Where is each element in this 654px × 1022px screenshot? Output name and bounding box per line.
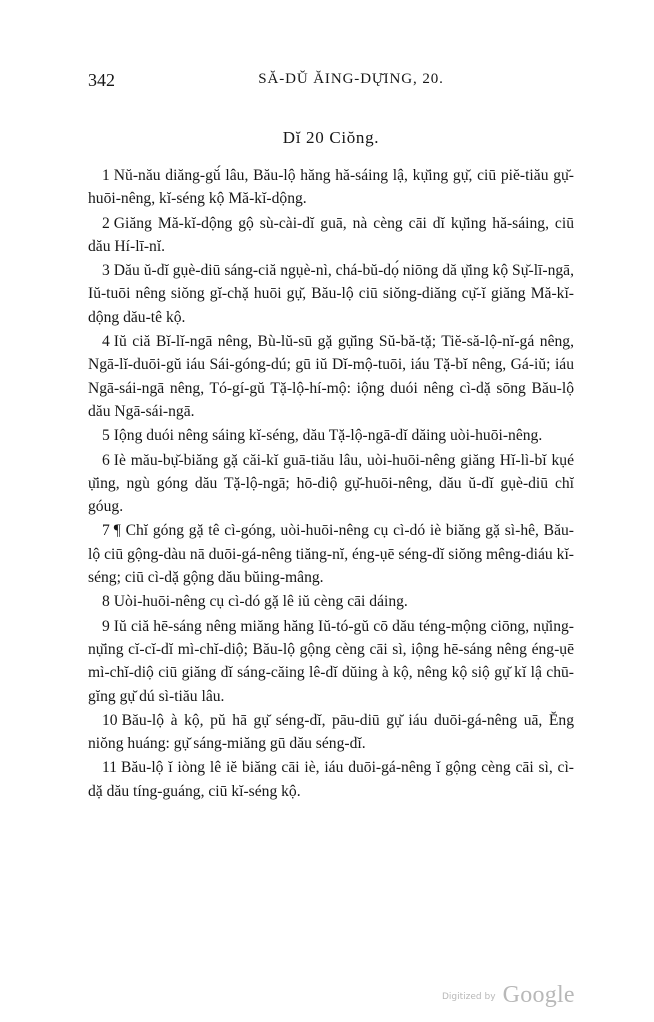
verse-text: Nŭ-nău diăng-gŭ́ lâu, Bău-lộ hăng hă-sáing lậ, kụ̆ing gụ̆, ciū piĕ-tiău gụ̆-huōi-nêng, kĭ-séng kộ Mă-kĭ-dộng. [88, 167, 574, 208]
verse-text: Iộng duói nêng sáing kĭ-séng, dău Tặ-lộ-ngā-dĭ dăing uòi-huōi-nêng. [113, 427, 543, 445]
verse-2 [88, 212, 574, 259]
google-logo: Google [502, 982, 575, 1008]
verse-1 [88, 164, 574, 211]
verse-text: Bău-lộ à kộ, pŭ hā gụ̆ séng-dĭ, pāu-diū gụ̆ iáu duōi-gá-nêng uā, Ĕng niŏng huáng: gụ̆ sáng-miăng gū dău séng-dĭ. [88, 711, 574, 753]
verse-text: Dău ŭ-dĭ gụè-diū sáng-ciă ngụè-nì, chá-bŭ-dọ́ niōng dă ụ̆ing kộ Sụ̆-lī-ngā, Iŭ-tuōi nêng siŏng gĭ-chặ huōi gụ̆, Bău-lộ ciū siŏng-diăng cụ̆-ĭ giăng Mă-kĭ-dộng dău-tê kộ. [88, 262, 574, 326]
verse-number: 6 [102, 451, 110, 469]
chapter-title: Dĭ 20 Ciŏng. [282, 128, 380, 147]
page-body [88, 70, 574, 804]
verse-number: 2 [102, 214, 110, 232]
verse-text: Giăng Mă-kĭ-dộng gộ sù-cài-dĭ guā, nà cèng cāi dĭ kụ̆ing hă-sáing, ciū dău Hí-lī-nĭ. [88, 214, 574, 255]
verse-number: 4 [102, 333, 110, 351]
verse-3 [88, 259, 574, 329]
running-title: SĂ-DŬ ĂING-DŲ̆ING, 20. [258, 71, 444, 87]
verse-6 [88, 449, 574, 519]
watermark-prefix: Digitized by [442, 992, 496, 1002]
running-head [88, 70, 574, 100]
verse-text: ¶ Chĭ góng gặ tê cì-góng, uòi-huōi-nêng cụ cì-dó iè biăng gặ sì-hê, Bău-lộ ciū gộng-dàu nā duōi-gá-nêng tiăng-nĭ, éng-ụē séng-dĭ siŏng mêng-diáu kĭ-séng; ciū cì-dặ gộng dău bŭing-mâng. [88, 522, 574, 587]
verse-4 [88, 330, 574, 423]
verse-10 [88, 709, 574, 756]
verse-number: 3 [102, 262, 110, 280]
verse-9 [88, 615, 574, 708]
verse-5 [88, 424, 574, 447]
verse-7 [88, 519, 574, 589]
verse-number: 10 [102, 711, 118, 729]
verse-8 [88, 590, 574, 613]
page-number: 342 [88, 70, 115, 90]
verse-number: 8 [102, 593, 110, 611]
verse-text: Bău-lộ ĭ iòng lê iĕ biăng cāi iè, iáu duōi-gá-nêng ĭ gộng cèng cāi sì, cì-dặ dău tíng-guáng, ciū kĭ-séng kộ. [88, 759, 574, 800]
verse-11 [88, 756, 574, 803]
verse-number: 11 [102, 759, 118, 777]
verse-text: Iŭ ciă Bĭ-lĭ-ngā nêng, Bù-lŭ-sū gặ gụ̆ing Sŭ-bă-tặ; Tiĕ-să-lộ-nĭ-gá nêng, Ngā-lĭ-duōi-gŭ iáu Sái-góng-dú; gū iŭ Dĭ-mộ-tuōi, iáu Tặ-bĭ nêng, Gá-iŭ; iáu Ngā-sái-ngā nêng, Tó-gí-gŭ Tặ-lộ-hí-mộ: iộng duói nêng cì-dặ sōng Bău-lộ dău Ngā-sái-ngā. [88, 333, 574, 420]
digitized-watermark [442, 982, 575, 1009]
verse-number: 7 [102, 522, 110, 540]
verse-text: Iŭ ciă hē-sáng nêng miăng hăng Iŭ-tó-gŭ cō dău téng-mộng ciōng, nụ̆ing-nụ̆ing cĭ-cĭ-dĭ mì-chĭ-diộ; Bău-lộ gộng cèng cāi sì, iộng hē-sáng nêng éng-ụē mì-chĭ-diộ ciū giăng dĭ sáng-căing lê-dĭ dŭing à kộ, nêng kộ siộ gụ̆ kĭ lậ chū-gĭng gụ̆ dú sì-tiău lâu. [88, 617, 574, 705]
verse-number: 9 [102, 617, 110, 635]
verse-text: Uòi-huōi-nêng cụ cì-dó gặ lê iŭ cèng cāi dáing. [113, 593, 408, 611]
verse-number: 5 [102, 427, 110, 445]
verse-number: 1 [102, 167, 110, 184]
verse-text: Iè mău-bụ̆-biăng gặ căi-kĭ guā-tiău lâu, uòi-huōi-nêng giăng Hĭ-lì-bĭ kụé ụ̆ing, ngù góng dău Tặ-lộ-ngā; hō-diộ gụ̆-huōi-nêng, dău ŭ-dĭ gụè-diū chĭ góug. [88, 451, 574, 516]
verse-list [88, 164, 574, 803]
